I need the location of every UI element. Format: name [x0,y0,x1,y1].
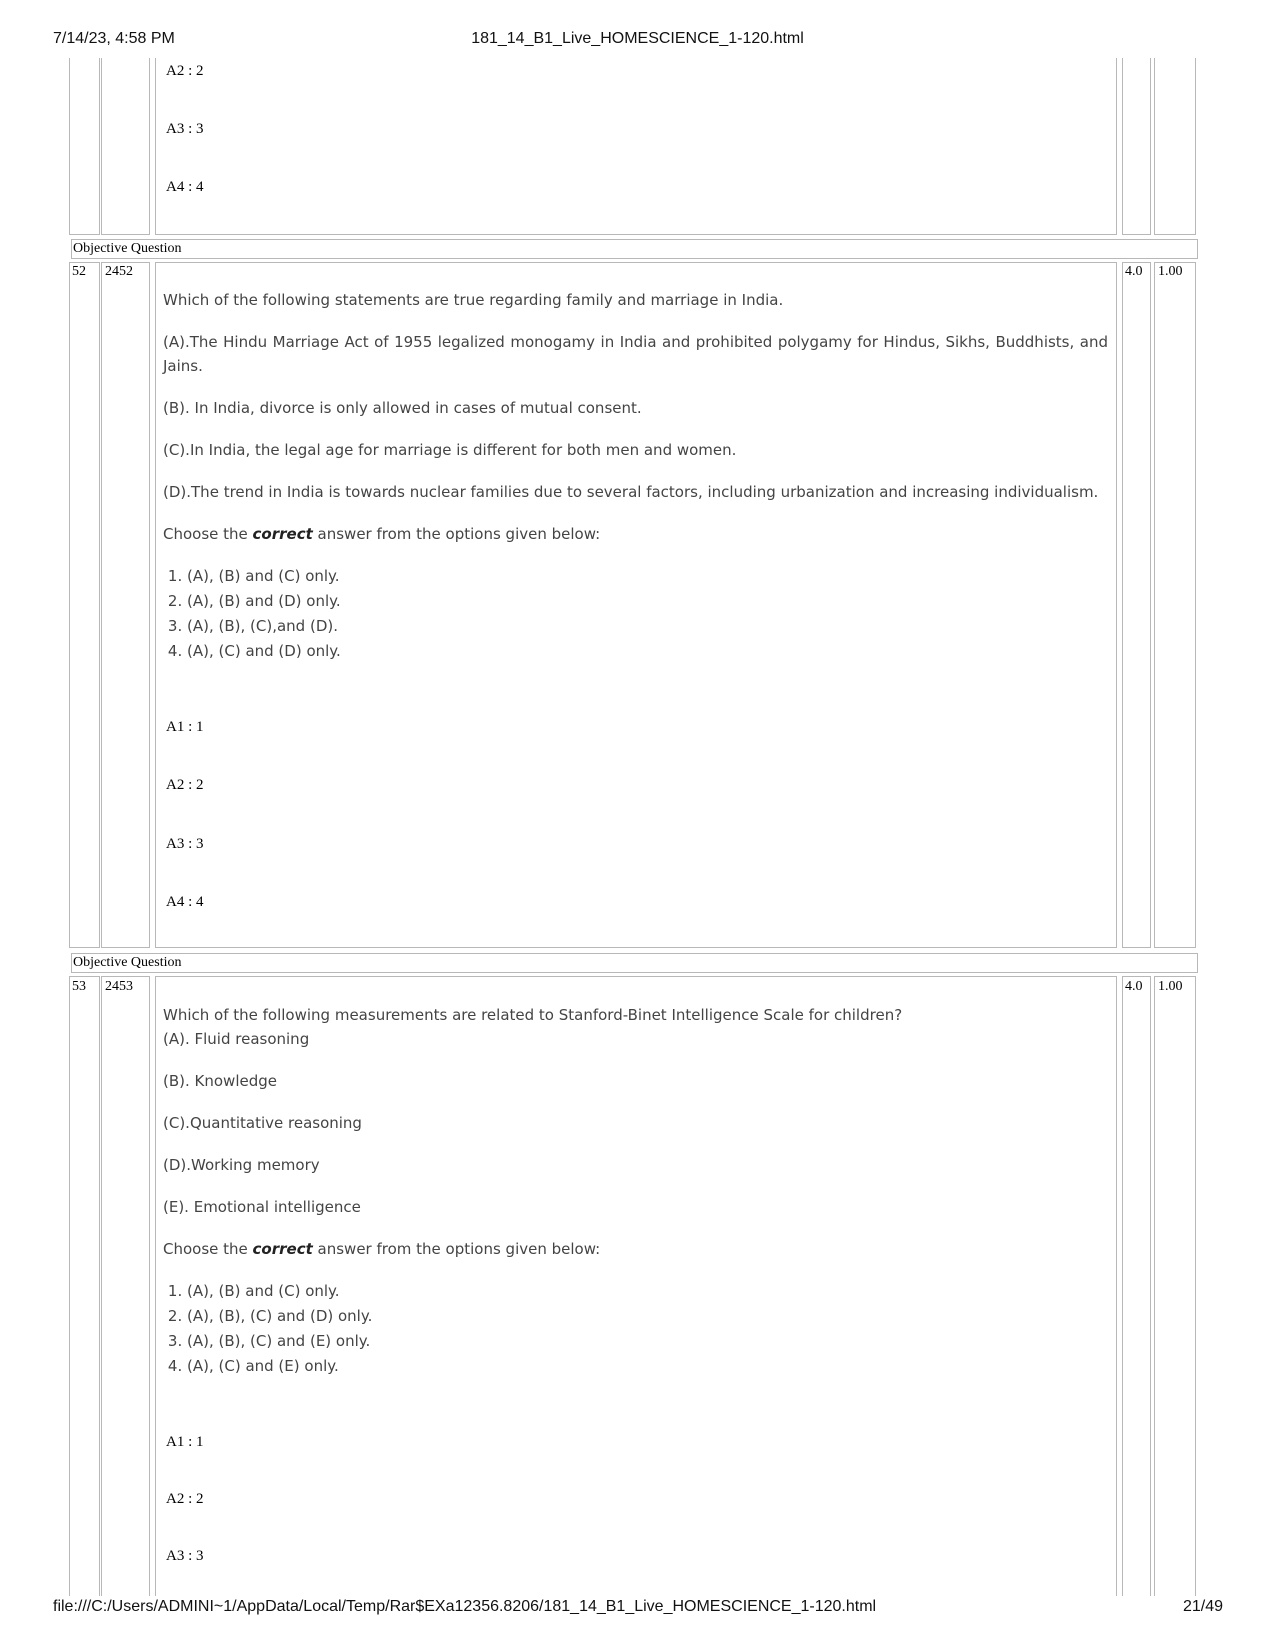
option-item: 1. (A), (B) and (C) only. [187,1279,1108,1304]
question-type-label: Objective Question [71,239,1198,259]
marks-cell [1122,976,1151,1596]
statement: (C).Quantitative reasoning [163,1114,362,1132]
answer-option: A3 : 3 [166,121,204,137]
question-id: 2452 [105,264,133,279]
statement: (D).Working memory [163,1156,320,1174]
statement: (A). Fluid reasoning [163,1030,310,1048]
sno-cell [69,58,100,235]
answer-option: A4 : 4 [166,179,204,195]
question-type-label: Objective Question [71,953,1198,973]
statement: (E). Emotional intelligence [163,1198,361,1216]
print-datetime: 7/14/23, 4:58 PM [53,30,175,47]
negative-marks: 1.00 [1158,979,1183,994]
statement: (B). In India, divorce is only allowed in cases of mutual consent. [163,399,642,417]
option-item: 3. (A), (B), (C) and (E) only. [187,1329,1108,1354]
emphasis-correct: correct [252,525,313,543]
question-cell [155,58,1117,235]
answer-option: A3 : 3 [166,836,204,852]
answer-option: A4 : 4 [166,894,204,910]
answer-option: A3 : 3 [166,1548,204,1564]
question-body [163,288,1108,664]
answer-option: A1 : 1 [166,1434,204,1450]
choose-instruction: Choose the correct answer from the options given below: [163,1240,601,1258]
emphasis-correct: correct [252,1240,313,1258]
qid-cell [101,262,150,948]
marks-cell [1122,58,1151,235]
answer-option: A2 : 2 [166,63,204,79]
option-item: 3. (A), (B), (C),and (D). [187,614,1108,639]
option-item: 4. (A), (C) and (D) only. [187,639,1108,664]
statement: (C).In India, the legal age for marriage is different for both men and women. [163,441,737,459]
options-list [163,564,1108,664]
neg-marks-cell [1154,262,1196,948]
answer-option: A2 : 2 [166,1491,204,1507]
option-item: 2. (A), (B) and (D) only. [187,589,1108,614]
document-title: 181_14_B1_Live_HOMESCIENCE_1-120.html [471,30,804,47]
options-list [163,1279,1108,1379]
qid-cell [101,58,150,235]
statement: (D).The trend in India is towards nuclear families due to several factors, including urbanization and increasing individualism. [163,483,1099,501]
question-serial-number: 53 [72,979,86,994]
option-item: 4. (A), (C) and (E) only. [187,1354,1108,1379]
sno-cell [69,976,100,1596]
question-stem: Which of the following measurements are related to Stanford-Binet Intelligence Scale for children? [163,1006,903,1024]
answer-option: A1 : 1 [166,719,204,735]
question-serial-number: 52 [72,264,86,279]
statement: (B). Knowledge [163,1072,277,1090]
choose-instruction: Choose the correct answer from the options given below: [163,525,601,543]
qid-cell [101,976,150,1596]
question-id: 2453 [105,979,133,994]
statement: (A).The Hindu Marriage Act of 1955 legalized monogamy in India and prohibited polygamy for Hindus, Sikhs, Buddhists, and Jains. [163,333,1108,375]
option-item: 1. (A), (B) and (C) only. [187,564,1108,589]
page-number: 21/49 [1182,1598,1223,1615]
question-marks: 4.0 [1125,264,1143,279]
answer-option: A2 : 2 [166,777,204,793]
question-marks: 4.0 [1125,979,1143,994]
sno-cell [69,262,100,948]
neg-marks-cell [1154,58,1196,235]
neg-marks-cell [1154,976,1196,1596]
question-stem: Which of the following statements are true regarding family and marriage in India. [163,291,784,309]
marks-cell [1122,262,1151,948]
option-item: 2. (A), (B), (C) and (D) only. [187,1304,1108,1329]
question-body [163,1003,1108,1379]
question-stem-block [163,1003,1108,1051]
negative-marks: 1.00 [1158,264,1183,279]
file-path: file:///C:/Users/ADMINI~1/AppData/Local/Temp/Rar$EXa12356.8206/181_14_B1_Live_HOMESCIENCE_1-120.html [53,1598,877,1615]
